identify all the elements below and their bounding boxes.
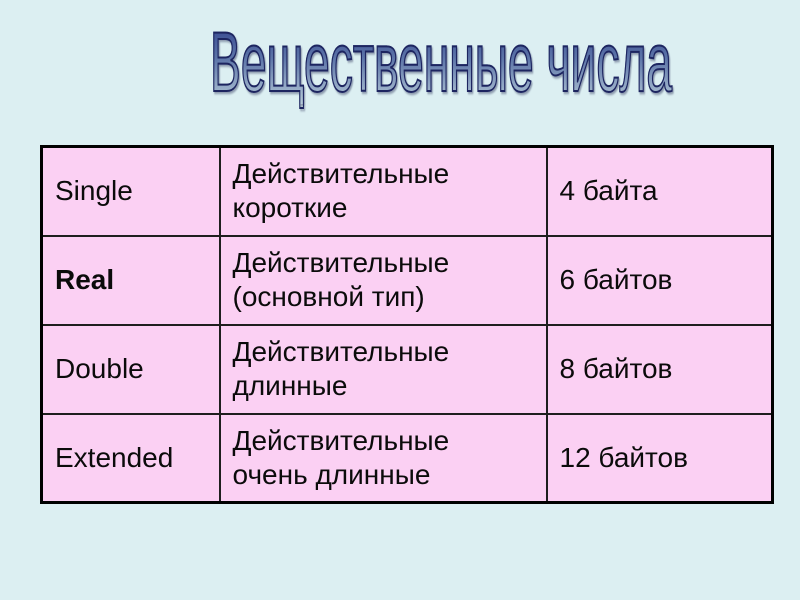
description-cell <box>220 325 547 414</box>
description-cell <box>220 147 547 236</box>
type-name-cell: Extended <box>42 414 220 503</box>
description-line: Действительные <box>232 424 450 456</box>
type-name-cell: Single <box>42 147 220 236</box>
table-row <box>42 236 773 325</box>
description-cell <box>220 414 547 503</box>
description-line: Действительные <box>232 246 450 278</box>
type-name-cell: Double <box>42 325 220 414</box>
description-line: Действительные <box>232 158 450 190</box>
page-title: Вещественные числа <box>210 15 673 109</box>
description-line: Действительные <box>232 335 450 367</box>
size-cell: 8 байтов <box>547 325 773 414</box>
real-number-types-table <box>40 145 774 504</box>
description-line: длинные <box>232 370 348 401</box>
size-cell: 6 байтов <box>547 236 773 325</box>
description-line: очень длинные <box>232 458 431 490</box>
description-line: короткие <box>232 192 348 224</box>
table-row <box>42 147 773 236</box>
type-name-cell: Real <box>42 236 220 325</box>
table-row <box>42 414 773 503</box>
size-cell: 12 байтов <box>547 414 773 503</box>
description-cell <box>220 236 547 325</box>
description-line: (основной тип) <box>232 281 425 312</box>
table-row <box>42 325 773 414</box>
slide-title-wrap <box>0 15 800 109</box>
size-cell: 4 байта <box>547 147 773 236</box>
